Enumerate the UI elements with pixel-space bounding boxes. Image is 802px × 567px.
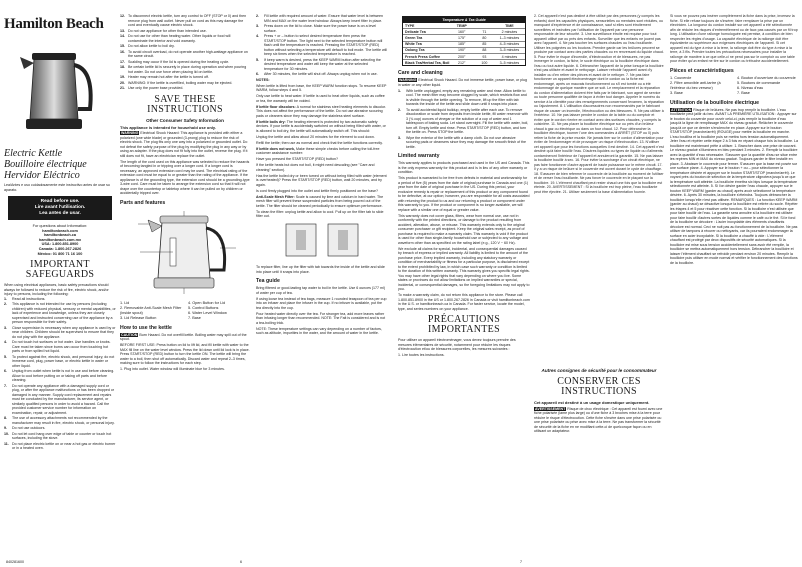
page-number-right: 7 — [520, 560, 522, 564]
table-header — [403, 23, 525, 28]
warranty-p5: To make a warranty claim, do not return this appliance to the store. Please call 1.800.851.8900 in the US or 1.800.267.2826 in Canada or visit hamiltonbeach.com in the U.S. or hamiltonbeach.ca in Canada. For faster service, locate the model, type, and series numbers on your appliance. — [398, 293, 530, 311]
list-item-text: This appliance is not intended for use by persons (including children) with reduced physical, sensory or mental capabilities, or lack of experience and knowledge, unless they are closely supervised and instructed concerning use of the appliance by a person responsible for their safety. — [12, 302, 116, 325]
list-item-text: To avoid circuit overload, do not operate another high-wattage appliance on the same circuit. — [128, 49, 248, 58]
list-item — [256, 34, 388, 57]
parts-title: Parts and features — [120, 199, 166, 206]
caution-badge: CAUTION — [121, 332, 138, 337]
part-item: 2. Filtre amovible anti-tartre (à l'intérieur du bec verseur) — [670, 80, 721, 90]
instructions-column-3 — [398, 14, 530, 359]
list-item-number: 17. — [120, 59, 125, 64]
list-item-text: Scalding may occur if the lid is opened during the heating cycle. — [128, 59, 230, 64]
list-item-number: 1. — [398, 88, 401, 93]
table-row — [403, 34, 525, 40]
remove-filter-text: To clean the filter: unplug kettle and allow to cool. Pull up on the filter tab to slide filter out. — [256, 209, 384, 218]
cell-celsius: 93 — [482, 54, 487, 59]
list-item-text: Unplug from outlet when kettle is not in use and before cleaning. Allow to cool before putting on or taking off parts and before cleaning. — [12, 369, 115, 383]
noworks-text: Make these simple checks before calling the toll-free customer assistance number: — [256, 146, 380, 155]
tea-note: NOTE: These temperature settings can vary depending on a number of factors, such as altitude, impurities in the water, and the amount of water in the kettle. — [256, 326, 382, 335]
part-item: 3. Base — [670, 90, 683, 95]
note-2: Only use kettle to heat water. If kettle is used to heat other liquids, such as coffee or tea, the warranty will be voided. — [256, 94, 385, 103]
list-item-text: Read all instructions. — [12, 296, 46, 301]
fr-parts-title: Pièces et caractéristiques — [670, 67, 734, 74]
cell-type: Green Tea — [405, 35, 423, 40]
care-warning-text: Electrical Shock Hazard. Do not immerse kettle, power base, or plug in water or any other liquid. — [398, 78, 528, 87]
burn-text: Burn Hazard. Do not overfill kettle. Boiling water may spill out of the spout. — [120, 332, 247, 341]
list-item — [120, 81, 250, 86]
shock-warning — [120, 131, 250, 158]
fr-consumer-title: Autres consignes de sécurité pour le consommateur — [541, 368, 657, 373]
instructions-column-5 — [670, 14, 798, 267]
fr-household — [534, 400, 664, 405]
part-item: 5. Boutons de commande — [737, 80, 781, 85]
list-item-number: 5. — [256, 57, 259, 62]
list-item — [4, 355, 116, 369]
cell-time: 3–5 minutes — [499, 48, 520, 53]
fr-save-title: CONSERVER CES INSTRUCTIONS — [557, 376, 641, 397]
fr-safeguards-text: 2. Cet appareil n'est pas destiné à être utilisé par des personnes (y compris les enfants) dont les capacités physiques, sensorielles ou mentales sont réduites, ou manquant d'expérience et de connaissance, sauf si elles sont étroitement surveillées et instruites par l'utilisation de l'appareil par une personne responsable de leur sécurité. 3. Une surveillance étroite est requise pour tout appareil utilisé par ou près des enfants. Surveiller que les enfants ne jouent pas avec l'appareil. 4. Ne pas toucher les surfaces chaudes ou l'eau bouillante. Utiliser les poignées ou les boutons. Prendre garde car les brûlures peuvent se produire par contact avec des parties chaudes ou en renversant du liquide chaud. 5. Pour éviter le risque d'incendie, d'électrocution et de blessures, ne pas immerger le cordon, la fiche, le socle électrique ou la bouilloire électrique dans l'eau ou tout autre liquide. 6. Débrancher l'appareil de la prise lorsque la bouilloire n'est pas utilisée et avant le nettoyage. Laisser refroidir l'appareil avant d'y installer ou d'en retirer des pièces et avant de le nettoyer. 7. Ne pas faire fonctionner un appareil électroménager dont le cordon ou la fiche est endommagé, après un mauvais fonctionnement ou s'il est tombé ou a été endommagé de quelque manière que ce soit. Le remplacement et la réparation du cordon d'alimentation doivent être faits par le fabricant, son agent de service ou toute personne qualifiée de façon à éviter tout danger. Appeler le numéro du service à la clientèle pour des renseignements concernant l'examen, la réparation ou l'ajustement. 8. L'utilisation d'accessoires non recommandés par le fabricant risque de causer un incendie, l'électrocution ou des blessures. 9. Ne pas utiliser à l'extérieur. 10. Ne pas laisser pendre le cordon de la table ou du comptoir et éviter que le cordon n'entre en contact avec des surfaces chaudes, y compris la cuisinière. 11. Ne pas placer la bouilloire électrique sur ou près d'un brûleur chaud à gaz ou électrique ou dans un four chaud. 12. Pour débrancher la bouilloire électrique, tourner l'une des commandes à ARRÊT (STOP ou 0) puis retirer la fiche de la prise murale. Ne jamais tirer sur le cordon d'alimentation pour éviter de l'endommager et de provoquer un risque d'électrocution. 13. N'utiliser cet appareil que pour les fonctions auxquelles il est destiné. 14. Cet appareil n'est destiné qu'à faire bouillir l'eau. D'autres liquides ou types de liquide ou d'aliments contamineront l'intérieur de l'appareil et annuleront la garantie. 15. Ne pas laisser la bouilloire bouillir à sec. 16. Pour éviter la surcharge d'un circuit électrique, ne pas faire fonctionner d'autre appareil de haute puissance sur le même circuit. 17. Il y a un risque de brûlure si le couvercle est ouvert durant le cycle de chauffage. 18. S'assurer de bien refermer le couvercle de la bouilloire au moment de l'utiliser et de verser l'eau bouillante. Ne pas forcer le couvercle en le plaçant sur la bouilloire. 19. L'élément chauffant peut rester chaud une fois que la bouilloire est éteinte. 20. AVERTISSEMENT : Si la bouilloire est trop pleine, l'eau bouillante peut être éjectée. 21. Utiliser seulement la base d'alimentation fournie. — [534, 14, 664, 194]
fr-intro: Pour utiliser un appareil électroménager, vous devez toujours prendre des mesures élémentaires de sécurité, notamment pour réduire les risques d'électrocution et/ou de blessures corporelles, les mesures suivantes : — [398, 338, 516, 352]
care-title: Care and cleaning — [398, 70, 443, 77]
safeguards-list — [4, 297, 116, 451]
list-item — [398, 108, 530, 135]
notes-title — [256, 78, 388, 83]
list-item — [120, 29, 250, 34]
list-item-number: 19. — [120, 75, 125, 79]
list-item-text: Do not place electric kettle on or near a hot gas or electric burner or in a heated oven. — [12, 441, 116, 451]
list-item-number: 6. — [4, 369, 7, 374]
list-item — [120, 34, 250, 43]
footer-left-code: 840281600 — [6, 560, 24, 564]
boildry-item: Unplug the kettle and allow about 20 minutes for the element to cool down. — [256, 134, 375, 139]
tea-item: If using loose tea instead of tea bags, measure 1 rounded teaspoon of tea per cup into an infuser and place the infuser in the cup. If no infuser is available, put the tea directly into the cup. — [256, 296, 387, 310]
list-item-text: Wipe the exterior of the kettle with a damp cloth. Do not use abrasive scouring pads or cleansers since they may damage the smooth finish of the kettle. — [406, 135, 527, 149]
notes-heading: NOTES: — [256, 77, 270, 82]
discolor-title: If kettle floor discolors: — [256, 104, 296, 109]
list-item-text: If keep warm is desired, press the KEEP WARM button after selecting the desired temperature and water will keep the water at the selected temperature for 30 minutes. — [264, 57, 381, 71]
scale-text: Scale is caused by lime and calcium in hard water. The mesh filter will prevent these suspended particles from being poured out of the kettle. The filter should be cleaned periodically to ensure optimum performance. — [256, 194, 384, 208]
list-item-number: 14. — [120, 34, 125, 38]
noworks-item: Have you pressed the START/STOP (RED) button? — [256, 157, 339, 161]
step-1: 1. Plug into outlet. Water window will illuminate blue for 3 minutes. — [120, 367, 225, 371]
fr-shock-text: Risque de choc électrique : Cet appareil est fourni avec une fiche polarisée (lame plus large) ou d'une fiche à 3 broches mise à la terre pour réduire le risque d'électrocution. Cette fiche s'insère dans une prise polarisée ou une prise polarisée ou prise avec mise à la terre. Ne pas transformer la sécurité de sécurité de la fiche en ne modifiant cette-ci de quelconque façon ou en utilisant un adaptateur. — [534, 406, 663, 433]
parts-list — [120, 301, 250, 321]
table-body — [403, 28, 525, 65]
page-number-left: 6 — [240, 560, 242, 564]
cell-type: White Tea — [405, 42, 422, 47]
part-item: 6. Water Level Window — [188, 310, 227, 315]
table-row — [403, 53, 525, 59]
list-item-number: 13. — [120, 28, 125, 33]
list-item-number: 1. — [4, 296, 7, 301]
noworks-title: If kettle does not work, — [256, 146, 295, 151]
contact-phone-mx: México: 01 800 71 16 100 — [37, 251, 83, 256]
list-item — [120, 65, 250, 74]
fr-shock-warning — [534, 407, 664, 434]
list-item-text: Do not use for other than heating water. Other liquids or food will contaminate the interior and void warranty. — [128, 34, 231, 43]
list-item-number: 3. — [398, 135, 401, 140]
cell-fahrenheit: 185° — [458, 42, 466, 47]
list-item-number: 8. — [4, 416, 7, 421]
list-item-number: 15. — [120, 44, 125, 48]
cell-celsius: 80 — [482, 35, 487, 40]
fr-first-item: 1. Lire toutes les instructions. — [398, 353, 445, 358]
part-item: 1. Lid — [120, 300, 130, 305]
list-item-number: 7. — [4, 383, 7, 388]
caution-badge: ATTENTION — [671, 107, 692, 112]
tea-item: Bring filtered or good-tasting tap water to boil in the kettle. Use 6 ounces (177 ml) of water per cup of tea. — [256, 286, 386, 295]
cell-celsius: 71 — [482, 29, 487, 34]
warn-line-en: Read before use. — [40, 199, 80, 204]
list-item — [256, 24, 388, 33]
warranty-p2: This product is warranted to be free from defects in material and workmanship for a period of five (5) years from the date of original purchase in Canada and one (1) year from the date of original purchase in the US. During this period, your exclusive remedy is repair or replacement of this product or any component found to be defective, at our option; however, you are responsible for all costs associated with returning the product to us and our returning a product or component under this warranty to you. If the product or component is no longer available, we will replace with a similar one of equal or greater value. — [398, 176, 530, 212]
list-item-text: Fill kettle with required amount of water. Ensure that water level is between MIN and MAX on the water level window. Always keep insert filter in place. — [264, 14, 384, 23]
cell-fahrenheit: 200° — [458, 54, 466, 59]
part-item: 4. Open Button for Lid — [188, 300, 226, 305]
list-item-text: With kettle unplugged, empty any remaining water and rinse. Allow kettle to cool. The mesh filter may become clogged by scale, which restricts flow and is visible through the kettle opening. To remove, lift up the filter with tab towards the inside of the kettle and slide down until it snaps into place. — [406, 88, 527, 107]
temperature-table — [402, 16, 526, 66]
col-temp: TEMP — [456, 23, 467, 28]
noworks-item: Is cord firmly plugged into the outlet and kettle firmly positioned on the base? — [256, 188, 379, 193]
list-item — [4, 442, 116, 451]
part-item: 7. Base — [188, 315, 201, 320]
cell-time: 4 minutes — [501, 54, 518, 59]
boildry-text: The heating element is protected by two automatic safety devices. If your kettle is accidentally switched on without being filled with water, or is allowed to boil dry, the kettle will automatically switch off. This should: — [256, 119, 386, 133]
list-item-number: 12. — [120, 14, 125, 18]
cover-column — [4, 14, 116, 452]
care-list — [398, 89, 530, 150]
scale-title: Anti-Scale Mesh Filter: — [256, 194, 295, 199]
list-item-text: To protect against fire, electric shock, and personal injury, do not immerse cord, plug, power base, or electric kettle in water or other liquid. — [12, 354, 115, 368]
title-fr: Bouilloire électrique — [4, 159, 87, 170]
safeguards-title: IMPORTANT SAFEGUARDS — [25, 259, 95, 281]
fr-cord-text: Si vous ne pouvez pas insérer complètement la fiche dans la prise, inversez la fiche. Si elle refuse toujours de s'insérer, faire remplacer la prise par un électricien. La longueur du cordon installé sur cet appareil a été sélectionnée afin de réduire les risques d'entremêlement ou de faux pas causés par un fil trop long. L'utilisation d'une rallonge homologuée est permise, à condition de bien respecter les règles d'usage. La capacité électrique de la rallonge doit être équivalente ou supérieure aux exigences électriques de l'appareil. Si cet appareil est du type à mise à la terre, la rallonge doit être du type à mise à la terre, à 3 fils. Prendre toutes les précautions nécessaires pour installer la rallonge de manière à ce que celle-ci ne pend pas sur le comptoir ou une table pour éviter qu'un enfant ne tire sur le cordon ou trébuche accidentellement. — [670, 14, 798, 63]
part-item: 5. Control Buttons — [188, 305, 219, 310]
contact-link-us[interactable]: hamiltonbeach.com — [42, 228, 78, 233]
table-row — [403, 28, 525, 34]
replace-filter-text: To replace filter, line up the filter with tab towards the inside of the kettle and slide into place until it snaps into place. — [256, 265, 385, 274]
list-item — [4, 326, 116, 340]
warning-badge: AVERTISSEMENT — [535, 406, 566, 411]
list-item-text: WARNING: If the kettle is overfilled, boiling water may be ejected. — [128, 80, 233, 85]
list-item — [4, 340, 116, 354]
contact-phone-ca: Canada: 1.800.267.2826 — [38, 246, 82, 251]
cell-fahrenheit: 212° — [458, 60, 466, 65]
filter-diagram — [256, 220, 386, 260]
warranty-p3: This warranty does not cover glass, filters, wear from normal use, use not in conformity with the printed directions, or damage to the product resulting from accident, alteration, abuse, or misuse. This warranty extends only to the original consumer purchaser or gift recipient. Keep the original sales receipt, as proof of purchase is required to make a warranty claim. This warranty is void if the product is used for other than single-family household use or subjected to any voltage and waveform other than as specified on the rating label (e.g., 120 V ~ 60 Hz). — [398, 213, 529, 245]
cell-time: 1–3 minutes — [499, 35, 520, 40]
list-item — [120, 75, 250, 80]
list-item — [398, 89, 530, 107]
warn-line-es: Lea antes de usar. — [39, 211, 81, 216]
list-item — [256, 72, 388, 77]
household-text: This appliance is intended for household use only. — [120, 124, 216, 130]
tea-item: Pour heated water directly over the tea. For stronger tea, add more leaves rather than infusing longer than recommended. NOTE: The Fait is considered and is not a tea-boiling trick. — [256, 311, 386, 325]
list-item-text: Close supervision is necessary when any appliance is used by or near children. Children should be supervised to ensure that they do not play with the appliance. — [12, 325, 116, 339]
brand-logo: Hamilton Beach — [4, 16, 104, 32]
warranty-p4: We exclude all claims for special, incidental, and consequential damages caused by breach of express or implied warranty. All liability is limited to the amount of the purchase price. Every implied warranty, including any statutory warranty or condition of merchantability or fitness for a particular purpose, is disclaimed except to the extent prohibited by law, in which case such warranty or condition is limited to the duration of this written warranty. This warranty gives you specific legal rights. You may have other legal rights that vary depending on where you live. Some states or provinces do not allow limitations on implied warranties or special, incidental, or consequential damages, so the foregoing limitations may not apply to you. — [398, 246, 530, 292]
product-title — [4, 148, 116, 181]
list-item-text: The use of accessory attachments not recommended by the manufacturer may result in fire, electric shock, or personal injury. — [12, 416, 115, 425]
burn-warning — [120, 333, 250, 342]
cell-time: 2 minutes — [501, 29, 518, 34]
list-item-text: Press down on the lid to close. Make sure the power base is on a level surface. — [264, 24, 377, 33]
list-item — [120, 14, 250, 28]
list-item — [4, 416, 116, 425]
list-item — [4, 384, 116, 416]
list-item-number: 9. — [4, 426, 7, 431]
list-item — [4, 302, 116, 325]
fr-use-body: Risque de brûlures. Ne pas trop remplir la bouilloire. L'eau bouillante peut jaillir du bec. AVANT LA PREMIÈRE UTILISATION : Appuyer sur le bouton du couvercle pour ouvrir celui-ci, puis remplir la bouilloire d'eau jusqu'à la ligne de remplissage MAX du niveau gradué. Relâcher le couvercle jusqu'à ce que ce dernier s'enclenche en place. Appuyer sur le bouton START/STOP (marche/arrêt) (ROUGE) pour mettre la bouilloire en marche. L'eau bouillira et la bouilloire puis se mettra hors tension automatiquement. Jeter l'eau et répéter cette étape 2 à 3 fois en répant chaque fois la bouilloire. La bouilloire est maintenant prête à utiliser. 1. Brancher dans une prise de courant. Le niveau gradué s'illuminera en bleu pendant 3 minutes. 2. Remplir la bouilloire avec la quantité d'eau nécessaire. S'assurer que la quantité d'eau se situe entre les repères MIN et MAX du niveau gradué. Toujours garder le filtre installé en place. 3. Abaisser le couvercle pour fermer. S'assurer que la base est posée sur une surface plane. 4. Appuyer sur le bouton + ou – pour sélectionner la température désirée et appuyer sur le bouton START/STOP (marche/arrêt). Le voyant près du bouton de sélection de la température clignotera jusqu'à ce que la température soit atteinte. La bouilloire émettra six bips lorsque la température sélectionnée est atteinte. 5. Si l'on désire garder l'eau chaude, appuyer sur le bouton KEEP WARM (garder au chaud) après avoir sélectionné la température désirée. 6. Après 30 minutes, la bouilloire s'éteindra. Toujours débrancher la bouilloire lorsqu'elle n'est pas utilisée. REMARQUES : La fonction KEEP WARM (garder au chaud) se désactive lorsque la bouilloire est retirée du socle. Répéter les étapes 4 et 5 pour réactiver cette fonction. Si la bouilloire n'est utilisée que pour faire bouillir de l'eau. La garantie sera annulée si la bouilloire est utilisée pour faire bouillir d'autres sortes de liquides comme le café ou le thé. Si le fond de la bouilloire se décolore : L'acier inoxydable des éléments chauffants décolore est normal. Ceci ne nuit pas au fonctionnement de la bouilloire. Ne pas utiliser de tampons à récurer ou nettoyants, car ils pourraient endommager la surface en acier inoxydable. Si la bouilloire a chauffé à vide : L'élément chauffant est protégé par deux dispositifs de sécurité automatiques. Si la bouilloire est mise sous tension accidentellement sans avoir été remplie, la bouilloire se mettra automatiquement hors tension. Débrancher la bouilloire et laisser l'élément chauffant se refroidir pendant environ 20 minutes. Remplir la bouilloire puis utiliser en mode normal et vérifier le fonctionnement des fonctions de la bouilloire. — [670, 107, 798, 265]
fr-parts-right — [737, 76, 798, 96]
care-warning — [398, 78, 530, 87]
fr-safeguards-title: PRÉCAUTIONS IMPORTANTES — [427, 314, 501, 336]
parts-diagram — [120, 208, 248, 296]
contact-phone-us: USA: 1.800.851.8900 — [41, 242, 79, 247]
save-instructions-title: SAVE THESE INSTRUCTIONS — [147, 93, 223, 115]
title-es: Hervidor Eléctrico — [4, 170, 80, 181]
list-item-number: 2. — [4, 302, 7, 307]
cell-celsius: 88 — [482, 48, 487, 53]
cell-time: 3–5 minutes — [499, 60, 520, 65]
list-item-number: 4. — [256, 34, 259, 38]
boildry-item: Refill the kettle; then use as normal and check that the kettle functions correctly. — [256, 140, 383, 145]
cell-fahrenheit: 190° — [458, 48, 466, 53]
fr-use-title: Utilisation de la bouilloire électrique — [670, 99, 760, 106]
use-steps — [256, 14, 388, 77]
list-item-number: 2. — [398, 107, 401, 112]
list-item-text: Do not use outdoors. — [12, 426, 46, 431]
list-item-number: 20. — [120, 80, 125, 85]
part-item: 4. Bouton d'ouverture du couvercle — [737, 75, 796, 80]
list-item-text: To avoid accidental liquid buildup, empty kettle after each use. To remove discoloration or scale from deposits from inside kettle, fill water reservoir with 3 (¾ cup) ounces of vinegar or the solution of a cup of water and 1 tablespoon of baking soda. Let stand overnight. Fill the kettle with water, boil, turn off. Empty kettle and rinse. Press START/STOP (RED) button, and turn the kettle on. Press STOP the kettle. — [406, 107, 529, 135]
list-item — [4, 369, 116, 383]
noworks-item: Has the kettle boiled dry or been turned on without being filled with water (element is overheated)? Press the START/STOP (RED) button, wait 20 minutes, and try again. — [256, 173, 387, 187]
col-time: TIME — [505, 23, 514, 28]
list-item-text: Do not use appliance for other than intended use. — [128, 28, 207, 33]
cell-fahrenheit: 175° — [458, 35, 466, 40]
fr-parts-list — [670, 76, 798, 96]
instructions-column-1 — [120, 14, 250, 373]
note-1: When kettle is lifted from base, the KEEP WARM function stops. To resume KEEP WARM, follow steps 4 and 5. — [256, 83, 387, 92]
scale-note — [256, 195, 388, 209]
warranty-p1: This warranty applies to products purchased and used in the US and Canada. This is the only express warranty for this product and is in lieu of any other warranty or condition. — [398, 161, 530, 175]
title-en: Electric Kettle — [4, 148, 63, 159]
list-item — [256, 14, 388, 23]
list-item-text: Do not operate any appliance with a damaged supply cord or plug, or after the appliance malfunctions or has been dropped or damaged in any manner. Supply cord replacement and repairs must be conducted by the manufacturer, its service agent, or similarly qualified persons in order to avoid a hazard. Call the provided customer service number for information on examination, repair, or adjustment. — [12, 383, 115, 415]
fr-parts-left — [670, 76, 731, 96]
warn-line-fr: Lire avant l'utilisation. — [34, 205, 86, 210]
list-item-text: After 30 minutes, the kettle will shut off. Always unplug when not in use. — [264, 72, 378, 76]
list-item-number: 5. — [4, 354, 7, 359]
household-note — [120, 125, 250, 130]
warranty-title: Limited warranty — [398, 153, 440, 160]
cell-celsius: 100 — [481, 60, 488, 65]
kettle-illustration — [4, 39, 104, 139]
part-item: 7. Base — [737, 90, 750, 95]
list-item — [4, 426, 116, 431]
safeguards-list-cont — [120, 14, 250, 91]
list-item-number: 3. — [256, 24, 259, 28]
discolor-text: A normal for stainless steel heating elements to discolor. This does not affect the performance of the kettle. Do not use abrasive scouring pads or cleaners since they may damage the stainless steel surface. — [256, 104, 387, 118]
tea-guide-title: Tea guide — [256, 278, 280, 284]
read-before-use-box — [8, 196, 112, 220]
list-item-number: 2. — [256, 14, 259, 18]
cell-type: Delicate Tea — [405, 29, 426, 34]
table-row — [403, 59, 525, 65]
discolor-note — [256, 105, 388, 119]
noworks-note — [256, 147, 388, 156]
list-item-text: Heater may remain hot after the kettle is turned off. — [128, 75, 210, 79]
table-row — [403, 47, 525, 53]
boildry-note — [256, 120, 388, 134]
table-row — [403, 41, 525, 47]
noworks-item: If the kettle heats but does not boil, it might need descaling (see "Care and cleaning" section). — [256, 163, 375, 172]
use-title: How to use the kettle — [120, 324, 172, 331]
list-item-text: Do not let cord hang over edge of table or counter or touch hot surfaces, including the stove. — [12, 431, 112, 441]
contact-block — [4, 224, 116, 256]
first-use-text: BEFORE FIRST USE: Press button on lid to lift lid, and fill kettle with water to the MAX fill line on the water level window. Press the lid down until lid lock is in place. Press START/STOP (RED) button to turn the kettle ON. The kettle will bring the water to a boil, then shut off automatically. Discard water and repeat 2–3 times, making sure to follow the instructions for each step. — [120, 343, 250, 365]
part-item: 1. Couvercle — [670, 75, 692, 80]
list-item-number: 4. — [4, 340, 7, 345]
tagline: Lea/Antes e uso cuidadosamente este instructivo antes de usar su aparato. — [4, 183, 110, 192]
cell-fahrenheit: 160° — [458, 29, 466, 34]
warning-badge: WARNING — [399, 78, 417, 83]
list-item-number: 3. — [4, 325, 7, 330]
col-type: TYPE — [405, 23, 415, 28]
consumer-safety-subtitle: Other Consumer Safety Information — [146, 117, 224, 123]
list-item-number: 10. — [4, 431, 9, 436]
cell-type: Oolong Tea — [405, 48, 425, 53]
list-item-number: 6. — [256, 72, 259, 76]
boildry-title: If kettle boils dry: — [256, 119, 286, 124]
list-item-number: 21. — [120, 86, 125, 90]
instructions-column-4 — [534, 14, 664, 435]
part-item: 2. Removable Anti-Scale Mesh Filter (inside spout) — [120, 305, 182, 315]
cord-note: The length of the cord used on this appliance was selected to reduce the hazards of becoming tangled in or tripping over a longer cord. If a longer cord is necessary, an approved extension cord may be used. The electrical rating of the extension cord must be equal to or greater than the rating of the appliance. If the appliance is of the grounding type, the extension cord should be a grounding-type 3-wire cord. Care must be taken to arrange the extension cord so that it will not drape over the countertop or tabletop where it can be pulled on by children or accidentally tripped over. — [120, 159, 250, 195]
list-item — [398, 136, 530, 150]
list-item-text: Be certain kettle lid is securely in place during operation and when pouring hot water. Do not use force when placing lid on kettle. — [128, 65, 247, 74]
table-title: Temperature & Tea Guide — [403, 17, 525, 23]
parts-list-right — [188, 301, 250, 321]
instructions-column-2 — [256, 14, 388, 337]
cell-type: French Press Coffee — [405, 54, 440, 59]
cell-celsius: 85 — [482, 42, 487, 47]
part-item: 6. Niveau d'eau — [737, 85, 764, 90]
parts-list-left — [120, 301, 182, 321]
list-item-text: To disconnect electric kettle, turn any control to OFF (STOP or 0) and then remove plug from wall outlet. Never pull on cord as this may damage the cord and eventually cause electric shock. — [128, 14, 247, 27]
contact-link-ca[interactable]: hamiltonbeach.ca — [43, 233, 77, 238]
fr-use-text — [670, 108, 798, 266]
shock-text: Electrical Shock Hazard: This appliance is provided with either a polarized (one wide blade) or grounded (3-prong) plug to reduce the risk of electric shock. The plug fits only one way into a polarized or grounded outlet. Do not defeat the safety purpose of the plug by modifying the plug in any way or by using an adapter. If the plug does not fit fully into the outlet, reverse the plug. If it still does not fit, have an electrician replace the outlet. — [120, 131, 248, 158]
cell-type: Black Tea/Herbal Tea, Boil — [405, 60, 450, 65]
list-item-text: Do not touch hot surfaces or hot water. Use handles or knobs. Care must be taken since burns can occur from touching hot parts or from spilled hot liquid. — [12, 340, 111, 354]
safeguards-intro: When using electrical appliances, basic safety precautions should always be followed to reduce the risk of fire, electric shock, and/or injury to persons, including the following: — [4, 283, 109, 297]
list-item — [120, 50, 250, 59]
list-item-text: Use only the power base provided. — [128, 86, 184, 90]
list-item-number: 11. — [4, 441, 9, 446]
cell-time: 4–5 minutes — [499, 42, 520, 47]
list-item — [120, 44, 250, 49]
list-item-number: 18. — [120, 65, 125, 69]
warning-badge: WARNING — [121, 131, 139, 135]
contact-link-mx[interactable]: hamiltonbeach.com.mx — [38, 237, 82, 242]
list-item-text: Press + or – button to select desired temperature then press the START/STOP button. The light next to the selected temperature button will flash until the temperature is reached. Pressing the START/STOP (RED) button without selecting a temperature will default to boil mode. The kettle will beep six times when the selected temperature is reached. — [264, 34, 387, 56]
fr-household-text: Cet appareil est destiné à un usage domestique uniquement. — [534, 400, 650, 405]
list-item — [120, 60, 250, 65]
list-item-text: Do not allow kettle to boil dry. — [128, 44, 175, 48]
list-item-number: 16. — [120, 49, 125, 54]
list-item — [4, 432, 116, 441]
list-item — [120, 86, 250, 91]
contact-intro: For questions about Information: — [32, 224, 88, 228]
part-item: 3. Lid Release Button — [120, 315, 157, 320]
list-item — [4, 297, 116, 302]
list-item — [256, 58, 388, 72]
